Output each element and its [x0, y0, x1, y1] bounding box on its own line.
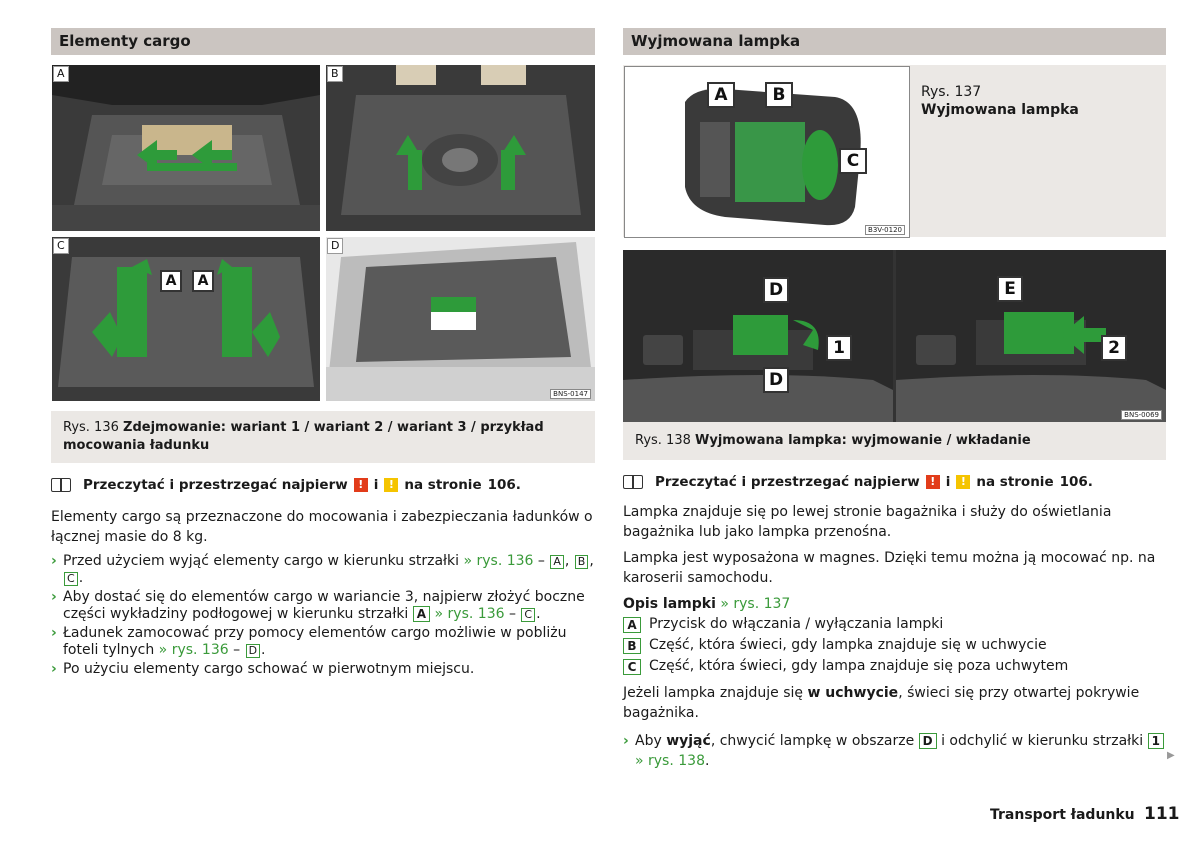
panel-d — [326, 237, 595, 401]
key-box: 1 — [1148, 733, 1164, 749]
panel-lamp — [624, 66, 910, 238]
page-number: 111 — [1144, 804, 1180, 824]
panel-a-tag: A — [53, 66, 69, 82]
bullet-arrow-icon: › — [51, 661, 57, 677]
key-box: A — [413, 606, 430, 622]
description-item-a: A Przycisk do włączania / wyłączania lampki — [623, 614, 1166, 635]
panel-remove — [623, 250, 893, 422]
read-first-and: i — [945, 474, 951, 490]
trunk-illustration-a — [52, 65, 320, 231]
footer-section-title: Transport ładunku — [990, 807, 1135, 823]
warning-yellow-icon: ! — [384, 478, 398, 492]
warning-red-icon: ! — [354, 478, 368, 492]
key-box: B — [623, 638, 641, 654]
section-heading-lamp: Wyjmowana lampka — [623, 28, 1166, 55]
description-block — [623, 594, 1166, 677]
paragraph-1: Lampka znajduje się po lewej stronie bagażnika i służy do oświetlania bagażnika lub jako lampka przenośna. — [623, 504, 1112, 540]
key-box: A — [623, 617, 641, 633]
read-first-page[interactable]: 106. — [1059, 474, 1093, 490]
read-first-note — [51, 477, 595, 493]
warning-yellow-icon: ! — [956, 475, 970, 489]
key-box: B — [575, 555, 589, 569]
read-first-post: na stronie — [404, 477, 482, 493]
read-first-post: na stronie — [976, 474, 1054, 490]
caption-number: Rys. 138 — [635, 433, 691, 448]
callout-a-1: A — [160, 270, 182, 292]
ref-link[interactable]: » rys. 136 — [434, 606, 505, 622]
paragraph-3: Jeżeli lampka znajduje się w uchwycie, świeci się przy otwartej pokrywie bagażnika. — [623, 685, 1140, 721]
key-box: A — [550, 555, 564, 569]
remove-label-d-top: D — [763, 277, 789, 303]
caption-title: Wyjmowana lampka — [921, 102, 1079, 118]
panel-c-tag: C — [53, 238, 69, 254]
figure-138-caption — [623, 422, 1166, 460]
right-column — [623, 28, 1166, 771]
key-box: C — [521, 608, 535, 622]
read-first-text: Przeczytać i przestrzegać najpierw — [83, 477, 348, 493]
caption-title: Wyjmowana lampka: wyjmowanie / wkładanie — [695, 433, 1031, 448]
remove-label-d-bottom: D — [763, 367, 789, 393]
read-first-text: Przeczytać i przestrzegać najpierw — [655, 474, 920, 490]
lamp-label-c: C — [839, 148, 867, 174]
book-icon — [51, 478, 71, 492]
ref-link[interactable]: » rys. 137 — [720, 596, 791, 612]
instruction-4: › Po użyciu elementy cargo schować w pierwotnym miejscu. — [51, 661, 475, 677]
panel-insert — [896, 250, 1166, 422]
image-code-138: BNS-0069 — [1121, 410, 1162, 420]
trunk-illustration-b — [326, 65, 595, 231]
ref-link[interactable]: » rys. 136 — [158, 642, 229, 658]
lamp-label-a: A — [707, 82, 735, 108]
instruction-list — [51, 553, 595, 678]
trunk-illustration-c — [52, 237, 320, 401]
caption-number: Rys. 137 — [921, 84, 982, 100]
trunk-illustration-d — [326, 237, 595, 401]
intro-paragraph: Elementy cargo są przeznaczone do mocowania i zabezpieczania ładunków o łącznej masie do 8 kg. — [51, 509, 593, 545]
book-icon — [623, 475, 643, 489]
remove-label-1: 1 — [826, 335, 852, 361]
bullet-arrow-icon: › — [51, 625, 57, 641]
insert-label-2: 2 — [1101, 335, 1127, 361]
instruction-2: › Aby dostać się do elementów cargo w wariancie 3, najpierw złożyć boczne części wykładziny podłogowej w kierunku strzałki A » rys. 136 – C . — [51, 589, 585, 622]
panel-b-tag: B — [327, 66, 343, 82]
panel-b — [326, 65, 595, 231]
key-box: D — [919, 733, 937, 749]
caption-title: Zdejmowanie: wariant 1 / wariant 2 / wariant 3 / przykład mocowania ładunku — [63, 420, 544, 453]
left-column — [51, 28, 595, 678]
image-code-136: BNS-0147 — [550, 389, 591, 399]
lamp-label-b: B — [765, 82, 793, 108]
description-title: Opis lampki » rys. 137 — [623, 596, 791, 612]
figure-137 — [623, 65, 1166, 237]
bullet-arrow-icon: › — [51, 589, 57, 605]
panel-d-tag: D — [327, 238, 343, 254]
key-box: D — [246, 644, 260, 658]
panel-a — [52, 65, 320, 231]
ref-link[interactable]: » rys. 138 — [635, 753, 705, 769]
bullet-arrow-icon: › — [623, 733, 629, 749]
paragraph-2: Lampka jest wyposażona w magnes. Dzięki temu można ją mocować np. na karoserii samochodu. — [623, 550, 1156, 586]
insert-label-e: E — [997, 276, 1023, 302]
instruction-remove: › Aby wyjąć, chwycić lampkę w obszarze D i odchylić w kierunku strzałki 1 » rys. 138. — [623, 731, 1166, 771]
figure-136-caption — [51, 411, 595, 463]
continue-arrow-icon: ▶ — [1167, 750, 1175, 761]
section-heading-cargo: Elementy cargo — [51, 28, 595, 55]
figure-136 — [51, 65, 595, 411]
caption-number: Rys. 136 — [63, 420, 119, 435]
instruction-3: › Ładunek zamocować przy pomocy elementów cargo możliwie w pobliżu foteli tylnych » rys. 136 – D . — [51, 625, 567, 658]
description-item-b: B Część, która świeci, gdy lampka znajduje się w uchwycie — [623, 635, 1166, 656]
bullet-arrow-icon: › — [51, 553, 57, 569]
read-first-note — [623, 474, 1166, 490]
panel-c — [52, 237, 320, 401]
ref-link[interactable]: » rys. 136 — [463, 553, 534, 569]
description-item-c: C Część, która świeci, gdy lampa znajduje się poza uchwytem — [623, 656, 1166, 677]
key-box: C — [64, 572, 78, 586]
warning-red-icon: ! — [926, 475, 940, 489]
instruction-1: › Przed użyciem wyjąć elementy cargo w kierunku strzałki » rys. 136 – A , B , C . — [51, 553, 594, 586]
read-first-and: i — [373, 477, 379, 493]
callout-a-2: A — [192, 270, 214, 292]
key-box: C — [623, 659, 641, 675]
figure-137-caption — [921, 83, 1079, 119]
figure-138 — [623, 250, 1166, 422]
image-code-137: B3V-0120 — [865, 225, 905, 235]
lamp-remove-illustration — [623, 250, 893, 422]
read-first-page[interactable]: 106. — [487, 477, 521, 493]
